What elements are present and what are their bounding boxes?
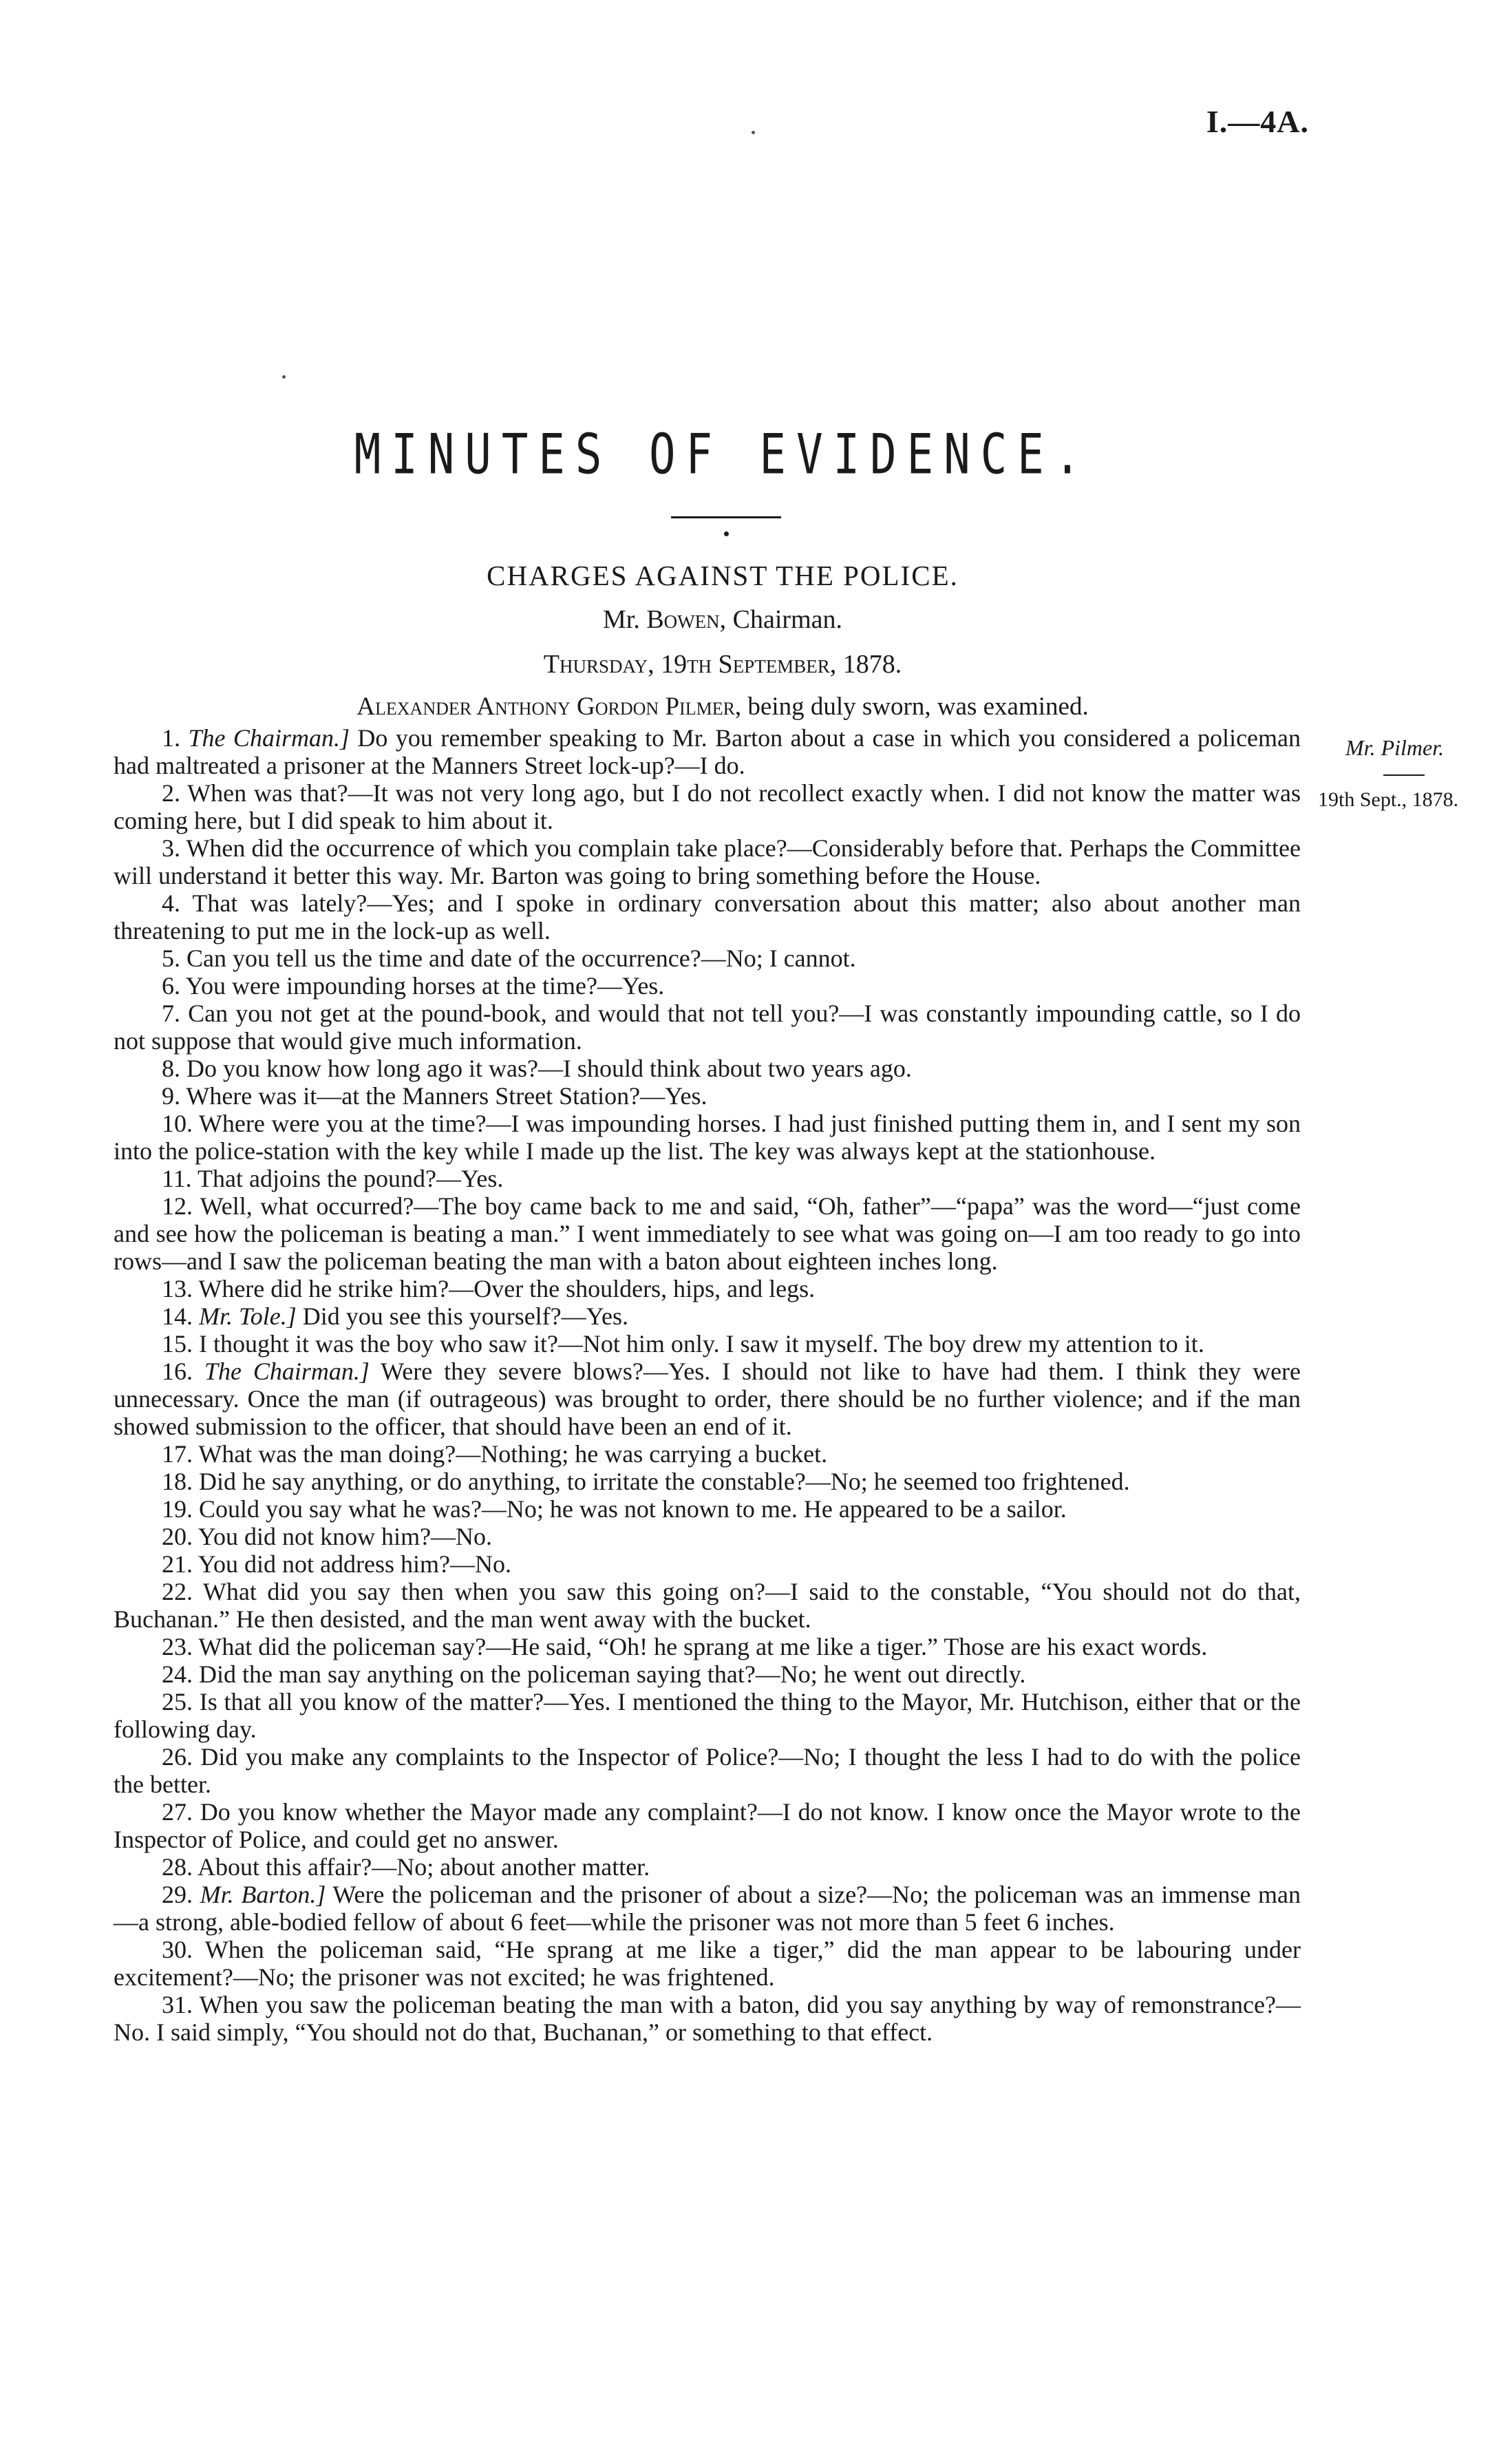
evidence-paragraph	[114, 1743, 1301, 1798]
witness-name: Alexander Anthony Gordon Pilmer	[356, 693, 735, 721]
question-number: 1.	[162, 724, 180, 752]
evidence-paragraph	[114, 1881, 1301, 1936]
print-speck	[752, 131, 755, 134]
witness-sworn: , being duly sworn, was examined.	[734, 693, 1089, 721]
question-number: 27.	[162, 1798, 193, 1826]
question-number: 6.	[162, 972, 180, 1000]
evidence-paragraph	[114, 1440, 1301, 1468]
question-answer-text: Where was it—at the Manners Street Station?—Yes.	[180, 1082, 707, 1110]
question-answer-text: Can you not get at the pound-book, and would that not tell you?—I was constantly impounding cattle, so I do not suppose that would give much information.	[114, 1000, 1301, 1055]
evidence-paragraph	[114, 1936, 1301, 1991]
evidence-paragraph	[114, 834, 1301, 889]
evidence-paragraph	[114, 1991, 1301, 2046]
question-number: 5.	[162, 944, 180, 972]
question-answer-text: That was lately?—Yes; and I spoke in ordinary conversation about this matter; also about another man threatening to put me in the lock-up as well.	[114, 889, 1301, 944]
evidence-paragraph	[114, 889, 1301, 944]
chairman-suffix: , Chairman.	[719, 605, 843, 634]
question-answer-text: I thought it was the boy who saw it?—Not him only. I saw it myself. The boy drew my attention to it.	[193, 1330, 1204, 1358]
witness-line	[0, 692, 1445, 721]
chairman-prefix: Mr.	[602, 605, 647, 634]
evidence-paragraph	[114, 1798, 1301, 1853]
question-answer-text: About this affair?—No; about another matter.	[193, 1853, 650, 1881]
question-answer-text: Did the man say anything on the policeman saying that?—No; he went out directly.	[193, 1660, 1026, 1688]
evidence-paragraph	[114, 1633, 1301, 1660]
question-number: 31.	[162, 1991, 193, 2018]
evidence-paragraph	[114, 1110, 1301, 1165]
question-number: 15.	[162, 1330, 193, 1358]
question-answer-text: That adjoins the pound?—Yes.	[191, 1165, 504, 1192]
margin-date: 19th Sept., 1878.	[1318, 788, 1459, 811]
question-number: 2.	[162, 779, 180, 807]
question-number: 8.	[162, 1055, 180, 1082]
evidence-paragraph	[114, 1082, 1301, 1110]
question-number: 21.	[162, 1550, 193, 1578]
chairman-line	[0, 604, 1445, 635]
question-answer-text: What did the policeman say?—He said, “Oh! he sprang at me like a tiger.” Those are his exact words.	[193, 1633, 1208, 1660]
question-number: 17.	[162, 1440, 193, 1468]
question-answer-text: Did you see this yourself?—Yes.	[296, 1302, 629, 1330]
question-number: 22.	[162, 1578, 193, 1605]
evidence-paragraph	[114, 1358, 1301, 1440]
question-number: 10.	[162, 1110, 193, 1137]
speaker-name: Mr. Barton.]	[200, 1881, 326, 1908]
question-answer-text: What was the man doing?—Nothing; he was carrying a bucket.	[193, 1440, 828, 1468]
margin-divider	[1383, 774, 1425, 776]
question-number: 4.	[162, 889, 180, 917]
print-speck	[282, 375, 286, 379]
speaker-name: The Chairman.]	[204, 1358, 370, 1385]
question-number: 13.	[162, 1275, 193, 1302]
question-number: 16.	[162, 1358, 193, 1385]
evidence-paragraph	[114, 1523, 1301, 1550]
evidence-paragraph	[114, 1660, 1301, 1688]
speaker-name: Mr. Tole.]	[199, 1302, 297, 1330]
evidence-paragraph	[114, 1302, 1301, 1330]
evidence-paragraph	[114, 1000, 1301, 1055]
margin-witness: Mr. Pilmer.	[1345, 735, 1445, 760]
question-number: 20.	[162, 1523, 193, 1550]
question-number: 9.	[162, 1082, 180, 1110]
question-answer-text: Where did he strike him?—Over the shoulders, hips, and legs.	[193, 1275, 816, 1302]
document-title: MINUTES OF EVIDENCE.	[354, 423, 1092, 487]
section-heading: CHARGES AGAINST THE POLICE.	[487, 560, 959, 591]
title-divider	[671, 516, 781, 518]
evidence-paragraph	[114, 1688, 1301, 1743]
page-reference: I.—4A.	[1206, 104, 1309, 139]
chairman-name: Bowen	[646, 605, 720, 634]
evidence-paragraph	[114, 1578, 1301, 1633]
question-number: 11.	[162, 1165, 192, 1192]
session-year: , 1878.	[829, 650, 902, 679]
question-answer-text: You were impounding horses at the time?—Yes.	[180, 972, 665, 1000]
question-answer-text: When you saw the policeman beating the man with a baton, did you say anything by way of remonstrance?—No. I said simply, “You should not do that, Buchanan,” or something to that effect.	[114, 1991, 1301, 2046]
session-day-month: 19th September	[661, 650, 830, 679]
evidence-paragraph	[114, 724, 1301, 779]
question-answer-text: Well, what occurred?—The boy came back to me and said, “Oh, father”—“papa” was the word—“just come and see how the policeman is beating a man.” I went immediately to see what was going on—I am too ready to go into rows—and I saw the policeman beating the man with a baton about eighteen inches long.	[114, 1192, 1301, 1275]
question-answer-text: Do you remember speaking to Mr. Barton about a case in which you considered a policeman had maltreated a prisoner at the Manners Street lock-up?—I do.	[114, 724, 1301, 779]
question-answer-text: Is that all you know of the matter?—Yes. I mentioned the thing to the Mayor, Mr. Hutchison, either that or the following day.	[114, 1688, 1301, 1743]
title-ornament	[724, 531, 729, 536]
question-answer-text: You did not know him?—No.	[193, 1523, 493, 1550]
evidence-paragraph	[114, 1550, 1301, 1578]
question-number: 12.	[162, 1192, 193, 1220]
question-number: 18.	[162, 1468, 193, 1495]
evidence-paragraph	[114, 1192, 1301, 1275]
evidence-paragraph	[114, 1468, 1301, 1495]
question-answer-text: Did you make any complaints to the Inspector of Police?—No; I thought the less I had to do with the police the better.	[114, 1743, 1301, 1798]
question-number: 29.	[162, 1881, 193, 1908]
question-number: 28.	[162, 1853, 193, 1881]
question-number: 25.	[162, 1688, 193, 1715]
evidence-body	[114, 724, 1301, 2046]
question-answer-text: Were they severe blows?—Yes. I should not like to have had them. I think they were unnecessary. Once the man (if outrageous) was brought to order, there should be no further violence; and if the man showed submission to the officer, that should have been an end of it.	[114, 1358, 1301, 1440]
question-answer-text: You did not address him?—No.	[193, 1550, 512, 1578]
question-answer-text: Where were you at the time?—I was impounding horses. I had just finished putting them in, and I sent my son into the police-station with the key while I made up the list. The key was always kept at the stationhouse.	[114, 1110, 1301, 1165]
evidence-paragraph	[114, 779, 1301, 834]
evidence-paragraph	[114, 944, 1301, 972]
evidence-paragraph	[114, 1330, 1301, 1358]
evidence-paragraph	[114, 1275, 1301, 1302]
evidence-paragraph	[114, 1165, 1301, 1192]
question-number: 30.	[162, 1936, 193, 1963]
question-answer-text: Do you know whether the Mayor made any complaint?—I do not know. I know once the Mayor wrote to the Inspector of Police, and could get no answer.	[114, 1798, 1301, 1853]
session-date: Thursday, 19th September, 1878.	[543, 650, 902, 679]
question-number: 7.	[162, 1000, 180, 1027]
evidence-paragraph	[114, 972, 1301, 1000]
question-number: 19.	[162, 1495, 193, 1523]
question-answer-text: When the policeman said, “He sprang at me like a tiger,” did the man appear to be labouring under excitement?—No; the prisoner was not excited; he was frightened.	[114, 1936, 1301, 1991]
session-day: Thursday	[543, 650, 648, 679]
evidence-paragraph	[114, 1055, 1301, 1082]
question-number: 23.	[162, 1633, 193, 1660]
evidence-paragraph	[114, 1495, 1301, 1523]
question-number: 3.	[162, 834, 180, 862]
question-number: 24.	[162, 1660, 193, 1688]
question-number: 14.	[162, 1302, 193, 1330]
question-answer-text: Can you tell us the time and date of the occurrence?—No; I cannot.	[180, 944, 856, 972]
question-answer-text: Could you say what he was?—No; he was not known to me. He appeared to be a sailor.	[193, 1495, 1067, 1523]
speaker-name: The Chairman.]	[188, 724, 350, 752]
question-answer-text: Were the policeman and the prisoner of about a size?—No; the policeman was an immense man—a strong, able-bodied fellow of about 6 feet—while the prisoner was not more than 5 feet 6 inches.	[114, 1881, 1301, 1936]
question-answer-text: Do you know how long ago it was?—I should think about two years ago.	[180, 1055, 912, 1082]
question-answer-text: What did you say then when you saw this going on?—I said to the constable, “You should not do that, Buchanan.” He then desisted, and the man went away with the bucket.	[114, 1578, 1301, 1633]
question-answer-text: When was that?—It was not very long ago, but I do not recollect exactly when. I did not know the matter was coming here, but I did speak to him about it.	[114, 779, 1301, 834]
question-answer-text: Did he say anything, or do anything, to irritate the constable?—No; he seemed too frightened.	[193, 1468, 1130, 1495]
question-number: 26.	[162, 1743, 193, 1771]
question-answer-text: When did the occurrence of which you complain take place?—Considerably before that. Perhaps the Committee will understand it better this way. Mr. Barton was going to bring something before the House.	[114, 834, 1301, 889]
evidence-paragraph	[114, 1853, 1301, 1881]
